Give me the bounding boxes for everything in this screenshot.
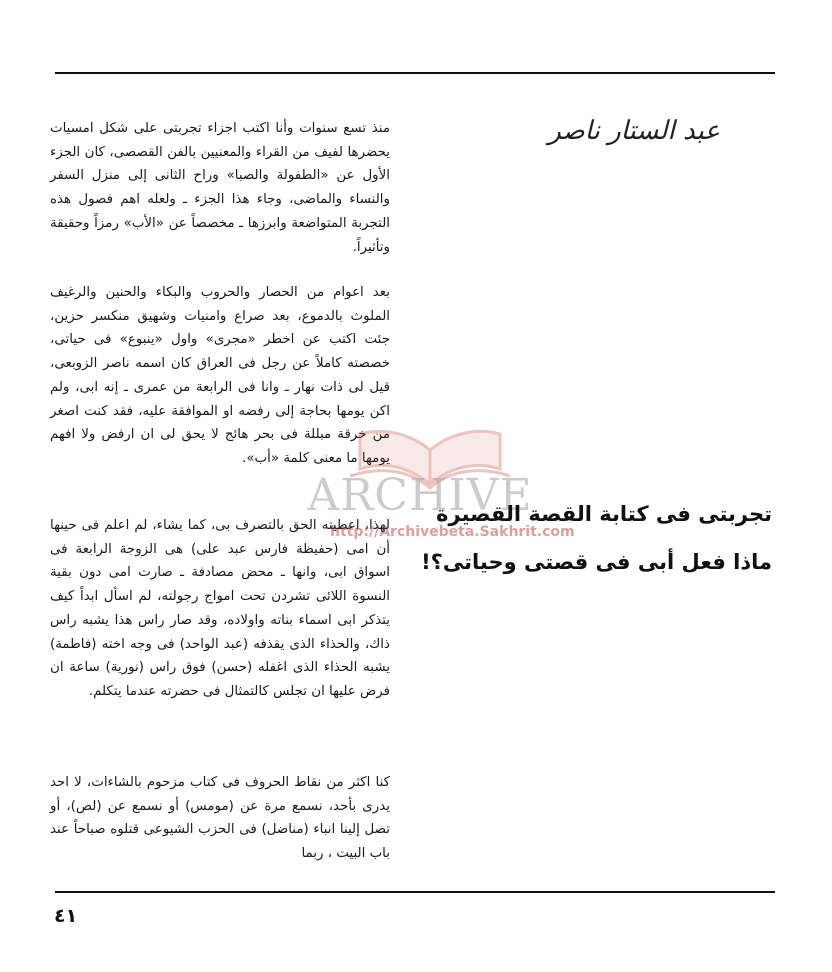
paragraph-text: منذ تسع سنوات وأنا اكتب اجزاء تجربتى على شكل امسيات يحضرها لفيف من القراء والمعنيين بالفن القصصى، كان الجزء الأول عن «الطفولة والصبا» وراح الثانى إلى منزل السفر والنساء والماضى، وجاء هذا الجزء ـ ولعله اهم فصول هذه التجربة المتواضعة وابرزها ـ مخصصاً عن «الأب» رمزاً وحقيقة وتأثيراً.	[50, 121, 390, 255]
body-paragraph-4	[50, 771, 390, 866]
paragraph-text: كنا اكثر من نقاط الحروف فى كتاب مزحوم بالشاءات، لا احد يدرى بأحد، نسمع مرة عن (مومس) أو نسمع عن (لص)، أو تصل إلينا انباء (مناضل) فى الحزب الشيوعى قتلوه صباحاً عند باب البيت ، ربما	[50, 775, 390, 862]
body-paragraph-1	[50, 117, 390, 259]
page-number: ٤١	[54, 905, 78, 927]
paragraph-text: بعد اعوام من الحصار والحروب والبكاء والحنين والرغيف الملوث بالدموع، بعد صراع وامنيات وشهيق منكسر حزين، جئت اكتب عن اخطر «مجرى» واول «ينبوع» فى حياتى، خصصته كاملاً عن رجل فى العراق كان اسمه ناصر الزوبعى، قيل لى ذات نهار ـ وانا فى الرابعة من عمرى ـ إنه ابى، ولم اكن يومها بحاجة إلى رفضه او الموافقة عليه، فقد كنت اصغر من خرقة مبللة فى بحر هائج لا يحق لى ان ارفض ولا افهم يومها ما معنى كلمة «أب».	[50, 285, 390, 466]
watermark-word: ARCHIVE	[307, 470, 533, 521]
paragraph-text: لهذا، اعطيته الحق بالتصرف بى، كما يشاء، لم اعلم فى حينها أن امى (حفيظة فارس عبد على) هى الزوجة الرابعة فى اسواق ابى، وانها ـ محض مصادفة ـ صارت امى دون بقية النسوة اللائى تشردن تحت امواج رجولته، لم اسأل ابداً كيف يتذكر ابى اسماء بناته واولاده، وقد صار راس هذا يشبه راس ذاك، والحذاء الذى يقذفه (عبد الواحد) فى وجه اخته (فاطمة) يشبه الحذاء الذى اغفله (حسن) فوق راس (نورية) ساعة ان فرض عليها ان تجلس كالتمثال فى حضرته عندما يتكلم.	[50, 518, 390, 699]
headline-line-2: ماذا فعل أبى فى قصتى وحياتى؟!	[421, 550, 772, 574]
body-paragraph-3	[50, 514, 390, 704]
headline-line-1: تجربتى فى كتابة القصة القصيرة	[436, 502, 772, 526]
top-rule	[55, 72, 775, 74]
bottom-rule	[55, 891, 775, 893]
body-paragraph-2	[50, 281, 390, 471]
author-name: عبد الستار ناصر	[548, 116, 720, 146]
watermark-url: http://Archivebeta.Sakhrit.com	[330, 524, 575, 540]
